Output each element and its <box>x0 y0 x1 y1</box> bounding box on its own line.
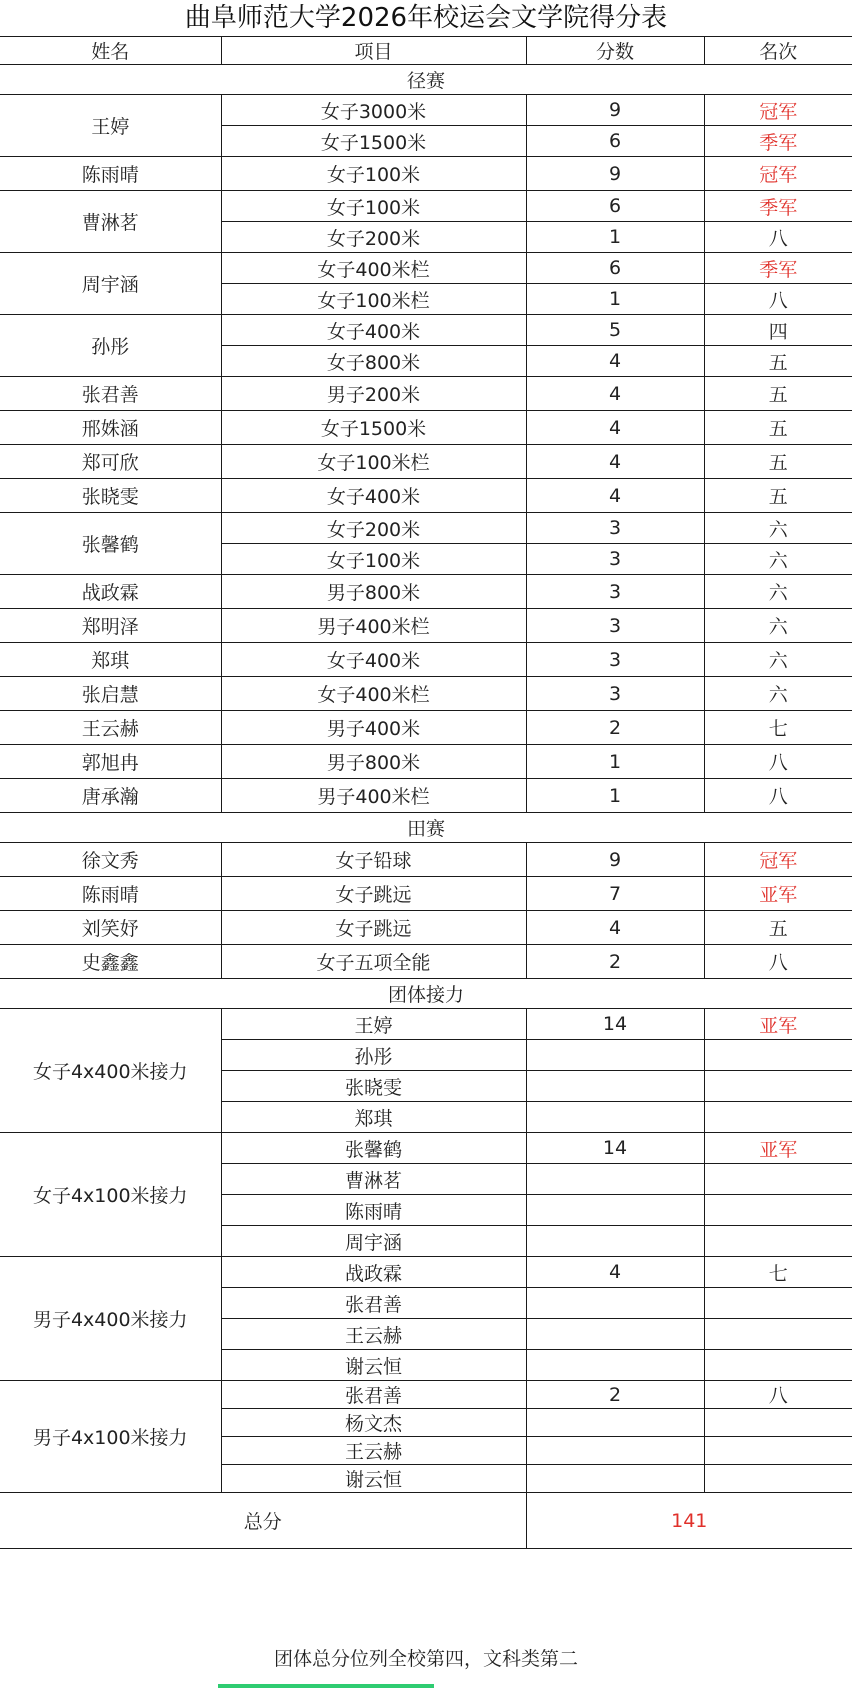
table-row <box>0 711 852 745</box>
relay-member: 谢云恒 <box>221 1350 526 1381</box>
athlete-name: 战政霖 <box>0 575 221 609</box>
rank-cell: 五 <box>704 377 852 411</box>
column-header: 名次 <box>704 37 852 65</box>
athlete-name: 孙彤 <box>0 315 221 377</box>
relay-name: 男子4x400米接力 <box>0 1257 221 1381</box>
score-table-body <box>0 37 852 1549</box>
score-cell: 3 <box>526 513 704 544</box>
total-label: 总分 <box>0 1493 526 1549</box>
rank-cell: 亚军 <box>704 1133 852 1164</box>
rank-cell <box>704 1319 852 1350</box>
table-row <box>0 843 852 877</box>
summary-note: 团体总分位列全校第四，文科类第二 <box>273 1648 578 1670</box>
score-cell <box>526 1465 704 1493</box>
score-cell: 4 <box>526 479 704 513</box>
event-cell: 男子400米 <box>221 711 526 745</box>
score-cell: 3 <box>526 609 704 643</box>
event-cell: 女子100米 <box>221 191 526 222</box>
event-cell: 女子100米栏 <box>221 445 526 479</box>
rank-cell <box>704 1226 852 1257</box>
rank-cell <box>704 1465 852 1493</box>
rank-cell: 八 <box>704 745 852 779</box>
score-cell: 1 <box>526 745 704 779</box>
event-cell: 女子1500米 <box>221 126 526 157</box>
table-row <box>0 377 852 411</box>
athlete-name: 陈雨晴 <box>0 157 221 191</box>
event-cell: 女子100米 <box>221 544 526 575</box>
athlete-name: 郑明泽 <box>0 609 221 643</box>
relay-member: 杨文杰 <box>221 1409 526 1437</box>
table-row <box>0 1133 852 1164</box>
score-cell: 3 <box>526 677 704 711</box>
score-table <box>0 36 852 1549</box>
rank-cell: 六 <box>704 513 852 544</box>
column-header: 项目 <box>221 37 526 65</box>
athlete-name: 周宇涵 <box>0 253 221 315</box>
table-row <box>0 479 852 513</box>
section-title: 团体接力 <box>0 979 852 1009</box>
rank-cell: 冠军 <box>704 95 852 126</box>
score-cell: 1 <box>526 222 704 253</box>
table-row <box>0 315 852 346</box>
athlete-name: 史鑫鑫 <box>0 945 221 979</box>
header-row <box>0 37 852 65</box>
score-cell: 4 <box>526 411 704 445</box>
rank-cell: 八 <box>704 222 852 253</box>
section-row <box>0 813 852 843</box>
score-cell: 3 <box>526 575 704 609</box>
rank-cell: 六 <box>704 575 852 609</box>
relay-member: 郑琪 <box>221 1102 526 1133</box>
table-row <box>0 445 852 479</box>
score-cell <box>526 1226 704 1257</box>
rank-cell <box>704 1040 852 1071</box>
rank-cell: 五 <box>704 411 852 445</box>
relay-member: 张君善 <box>221 1288 526 1319</box>
athlete-name: 郑琪 <box>0 643 221 677</box>
rank-cell <box>704 1350 852 1381</box>
rank-cell <box>704 1164 852 1195</box>
rank-cell: 七 <box>704 1257 852 1288</box>
relay-member: 陈雨晴 <box>221 1195 526 1226</box>
event-cell: 女子800米 <box>221 346 526 377</box>
event-cell: 男子400米栏 <box>221 609 526 643</box>
athlete-name: 张启慧 <box>0 677 221 711</box>
score-cell: 14 <box>526 1009 704 1040</box>
event-cell: 男子200米 <box>221 377 526 411</box>
column-header: 姓名 <box>0 37 221 65</box>
event-cell: 女子100米 <box>221 157 526 191</box>
scroll-indicator[interactable] <box>218 1684 434 1688</box>
score-cell: 2 <box>526 1381 704 1409</box>
event-cell: 女子400米 <box>221 315 526 346</box>
section-row <box>0 979 852 1009</box>
score-cell: 3 <box>526 643 704 677</box>
rank-cell: 八 <box>704 945 852 979</box>
table-row <box>0 411 852 445</box>
score-cell <box>526 1437 704 1465</box>
table-row <box>0 911 852 945</box>
rank-cell: 七 <box>704 711 852 745</box>
table-row <box>0 157 852 191</box>
rank-cell: 冠军 <box>704 157 852 191</box>
athlete-name: 刘笑妤 <box>0 911 221 945</box>
event-cell: 女子铅球 <box>221 843 526 877</box>
event-cell: 女子1500米 <box>221 411 526 445</box>
rank-cell <box>704 1437 852 1465</box>
table-row <box>0 945 852 979</box>
relay-member: 周宇涵 <box>221 1226 526 1257</box>
section-row <box>0 65 852 95</box>
rank-cell <box>704 1195 852 1226</box>
athlete-name: 王云赫 <box>0 711 221 745</box>
score-cell: 6 <box>526 253 704 284</box>
table-row <box>0 877 852 911</box>
athlete-name: 邢姝涵 <box>0 411 221 445</box>
table-row <box>0 609 852 643</box>
relay-member: 谢云恒 <box>221 1465 526 1493</box>
relay-name: 女子4x100米接力 <box>0 1133 221 1257</box>
rank-cell: 八 <box>704 779 852 813</box>
athlete-name: 唐承瀚 <box>0 779 221 813</box>
relay-member: 王云赫 <box>221 1437 526 1465</box>
rank-cell: 五 <box>704 911 852 945</box>
score-cell: 7 <box>526 877 704 911</box>
score-cell: 2 <box>526 711 704 745</box>
event-cell: 男子400米栏 <box>221 779 526 813</box>
table-row <box>0 95 852 126</box>
rank-cell: 六 <box>704 643 852 677</box>
relay-member: 张晓雯 <box>221 1071 526 1102</box>
rank-cell: 六 <box>704 677 852 711</box>
score-cell <box>526 1040 704 1071</box>
event-cell: 女子跳远 <box>221 877 526 911</box>
event-cell: 女子400米 <box>221 643 526 677</box>
score-cell: 4 <box>526 445 704 479</box>
rank-cell <box>704 1409 852 1437</box>
score-cell: 6 <box>526 126 704 157</box>
athlete-name: 郭旭冉 <box>0 745 221 779</box>
table-row <box>0 779 852 813</box>
table-row <box>0 1381 852 1409</box>
rank-cell <box>704 1071 852 1102</box>
rank-cell: 季军 <box>704 253 852 284</box>
total-value: 141 <box>526 1493 852 1549</box>
event-cell: 女子400米栏 <box>221 253 526 284</box>
event-cell: 女子200米 <box>221 513 526 544</box>
score-cell <box>526 1164 704 1195</box>
athlete-name: 张馨鹤 <box>0 513 221 575</box>
score-cell: 4 <box>526 911 704 945</box>
score-cell: 1 <box>526 284 704 315</box>
score-cell <box>526 1288 704 1319</box>
score-cell: 4 <box>526 346 704 377</box>
athlete-name: 徐文秀 <box>0 843 221 877</box>
table-row <box>0 513 852 544</box>
relay-name: 女子4x400米接力 <box>0 1009 221 1133</box>
relay-member: 孙彤 <box>221 1040 526 1071</box>
table-row <box>0 253 852 284</box>
event-cell: 女子100米栏 <box>221 284 526 315</box>
score-cell <box>526 1409 704 1437</box>
relay-member: 王婷 <box>221 1009 526 1040</box>
relay-member: 王云赫 <box>221 1319 526 1350</box>
score-cell <box>526 1102 704 1133</box>
score-cell: 4 <box>526 377 704 411</box>
page-title: 曲阜师范大学2026年校运会文学院得分表 <box>184 3 668 33</box>
event-cell: 女子400米栏 <box>221 677 526 711</box>
score-cell: 9 <box>526 157 704 191</box>
score-cell: 9 <box>526 843 704 877</box>
table-row <box>0 677 852 711</box>
table-row <box>0 643 852 677</box>
relay-member: 曹淋茗 <box>221 1164 526 1195</box>
rank-cell: 季军 <box>704 126 852 157</box>
score-cell: 9 <box>526 95 704 126</box>
athlete-name: 曹淋茗 <box>0 191 221 253</box>
rank-cell: 五 <box>704 445 852 479</box>
table-row <box>0 1257 852 1288</box>
rank-cell: 冠军 <box>704 843 852 877</box>
rank-cell <box>704 1102 852 1133</box>
rank-cell: 五 <box>704 346 852 377</box>
score-cell: 3 <box>526 544 704 575</box>
relay-member: 张馨鹤 <box>221 1133 526 1164</box>
rank-cell: 四 <box>704 315 852 346</box>
event-cell: 男子800米 <box>221 575 526 609</box>
score-cell <box>526 1195 704 1226</box>
table-row <box>0 1009 852 1040</box>
athlete-name: 张晓雯 <box>0 479 221 513</box>
table-row <box>0 191 852 222</box>
score-cell: 2 <box>526 945 704 979</box>
section-title: 田赛 <box>0 813 852 843</box>
event-cell: 女子五项全能 <box>221 945 526 979</box>
score-cell <box>526 1319 704 1350</box>
score-cell: 14 <box>526 1133 704 1164</box>
rank-cell: 亚军 <box>704 877 852 911</box>
rank-cell: 六 <box>704 609 852 643</box>
rank-cell: 五 <box>704 479 852 513</box>
rank-cell: 季军 <box>704 191 852 222</box>
event-cell: 女子200米 <box>221 222 526 253</box>
event-cell: 男子800米 <box>221 745 526 779</box>
rank-cell: 八 <box>704 1381 852 1409</box>
table-row <box>0 575 852 609</box>
total-row <box>0 1493 852 1549</box>
event-cell: 女子跳远 <box>221 911 526 945</box>
relay-member: 战政霖 <box>221 1257 526 1288</box>
athlete-name: 郑可欣 <box>0 445 221 479</box>
score-cell: 4 <box>526 1257 704 1288</box>
score-cell <box>526 1071 704 1102</box>
athlete-name: 王婷 <box>0 95 221 157</box>
event-cell: 女子400米 <box>221 479 526 513</box>
rank-cell: 八 <box>704 284 852 315</box>
rank-cell: 亚军 <box>704 1009 852 1040</box>
section-title: 径赛 <box>0 65 852 95</box>
score-cell: 1 <box>526 779 704 813</box>
relay-member: 张君善 <box>221 1381 526 1409</box>
athlete-name: 陈雨晴 <box>0 877 221 911</box>
score-cell: 6 <box>526 191 704 222</box>
column-header: 分数 <box>526 37 704 65</box>
table-row <box>0 745 852 779</box>
rank-cell: 六 <box>704 544 852 575</box>
relay-name: 男子4x100米接力 <box>0 1381 221 1493</box>
event-cell: 女子3000米 <box>221 95 526 126</box>
athlete-name: 张君善 <box>0 377 221 411</box>
score-cell <box>526 1350 704 1381</box>
rank-cell <box>704 1288 852 1319</box>
score-cell: 5 <box>526 315 704 346</box>
